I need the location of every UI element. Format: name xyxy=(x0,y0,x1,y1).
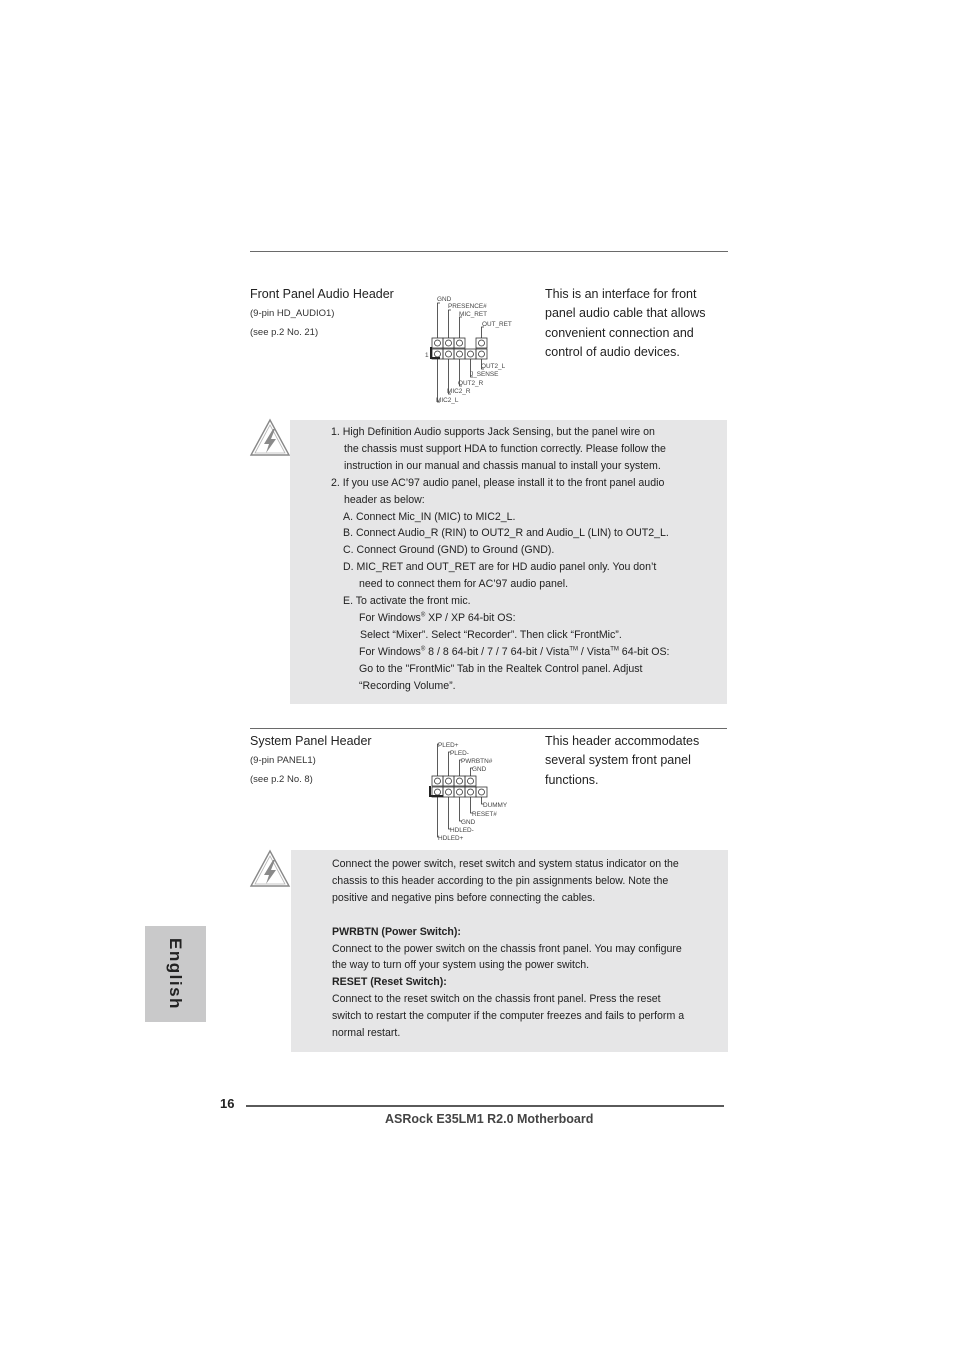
svg-text:GND: GND xyxy=(461,819,476,826)
svg-text:OUT_RET: OUT_RET xyxy=(482,321,512,328)
front-audio-description: This is an interface for front panel audio cable that allows convenient connection and control of audio devices. xyxy=(545,287,706,359)
svg-text:J_SENSE: J_SENSE xyxy=(470,371,499,378)
svg-text:OUT2_L: OUT2_L xyxy=(481,363,506,370)
svg-text:PLED-: PLED- xyxy=(450,750,469,757)
svg-text:OUT2_R: OUT2_R xyxy=(458,380,484,387)
footer-product: ASRock E35LM1 R2.0 Motherboard xyxy=(385,1112,594,1126)
language-tab-label: English xyxy=(166,938,185,1010)
svg-text:GND: GND xyxy=(437,296,452,303)
system-panel-description: This header accommodates several system front panel functions. xyxy=(545,734,700,787)
system-panel-pin-spec: (9-pin PANEL1) xyxy=(250,755,316,766)
caution-lightning-icon xyxy=(249,418,291,458)
svg-text:HDLED+: HDLED+ xyxy=(438,835,464,842)
middle-rule xyxy=(250,728,727,729)
svg-text:PRESENCE#: PRESENCE# xyxy=(448,303,487,310)
svg-text:PWRBTN#: PWRBTN# xyxy=(461,758,493,765)
front-audio-page-ref: (see p.2 No. 21) xyxy=(250,327,319,338)
system-panel-pin-diagram xyxy=(426,740,516,842)
front-audio-pin-spec: (9-pin HD_AUDIO1) xyxy=(250,308,335,319)
svg-text:PLED+: PLED+ xyxy=(438,742,459,749)
footer-rule xyxy=(246,1105,724,1107)
svg-text:GND: GND xyxy=(472,766,487,773)
svg-text:MIC_RET: MIC_RET xyxy=(459,311,488,318)
audio-note-text: 1. High Definition Audio supports Jack Sensing, but the panel wire on the chassis must support HDA to function correctly. Please follow the instruction in our manual and chassis manual to install your system. 2. If you use AC’97 audio panel, please install it to the front panel audio header as below: A. Connect Mic_IN (MIC) to MIC2_L. B. Connect Audio_R (RIN) to OUT2_R and Audio_L (LIN) to OUT2_L. C. Connect Ground (GND) to Ground (GND). D. MIC_RET and OUT_RET are for HD audio panel only. You don’t need to connect them for AC’97 audio panel. E. To activate the front mic. For Windows® XP / XP 64-bit OS: Select “Mixer”. Select “Recorder”. Then click “FrontMic”. For Windows® 8 / 8 64-bit / 7 / 7 64-bit / Vista™ / Vista™ 64-bit OS: Go to the "FrontMic" Tab in the Realtek Control panel. Adjust “Recording Volume”. xyxy=(331,426,670,692)
system-panel-title: System Panel Header xyxy=(250,734,372,748)
hd-audio-pin-diagram xyxy=(424,294,534,408)
system-panel-page-ref: (see p.2 No. 8) xyxy=(250,774,313,785)
svg-text:MIC2_L: MIC2_L xyxy=(436,397,459,404)
svg-text:DUMMY: DUMMY xyxy=(483,802,508,809)
pin-one-label: 1 xyxy=(425,352,429,359)
page-number: 16 xyxy=(220,1096,235,1111)
top-rule xyxy=(250,251,728,252)
svg-text:MIC2_R: MIC2_R xyxy=(447,388,471,395)
svg-text:RESET#: RESET# xyxy=(472,811,497,818)
caution-lightning-icon xyxy=(249,849,291,889)
language-side-tab xyxy=(145,926,206,1022)
system-note-text: Connect the power switch, reset switch and system status indicator on the chassis to this header according to the pin assignments below. Note the positive and negative pins before connecting the cables. PWRBTN (Power Switch): Connect to the power switch on the chassis front panel. You may configure the way to turn off your system using the power switch. RESET (Reset Switch): Connect to the reset switch on the chassis front panel. Press the reset switch to restart the computer if the computer freezes and fails to perform a normal restart. xyxy=(332,858,685,1040)
svg-text:HDLED-: HDLED- xyxy=(450,827,474,834)
front-audio-title: Front Panel Audio Header xyxy=(250,287,394,301)
